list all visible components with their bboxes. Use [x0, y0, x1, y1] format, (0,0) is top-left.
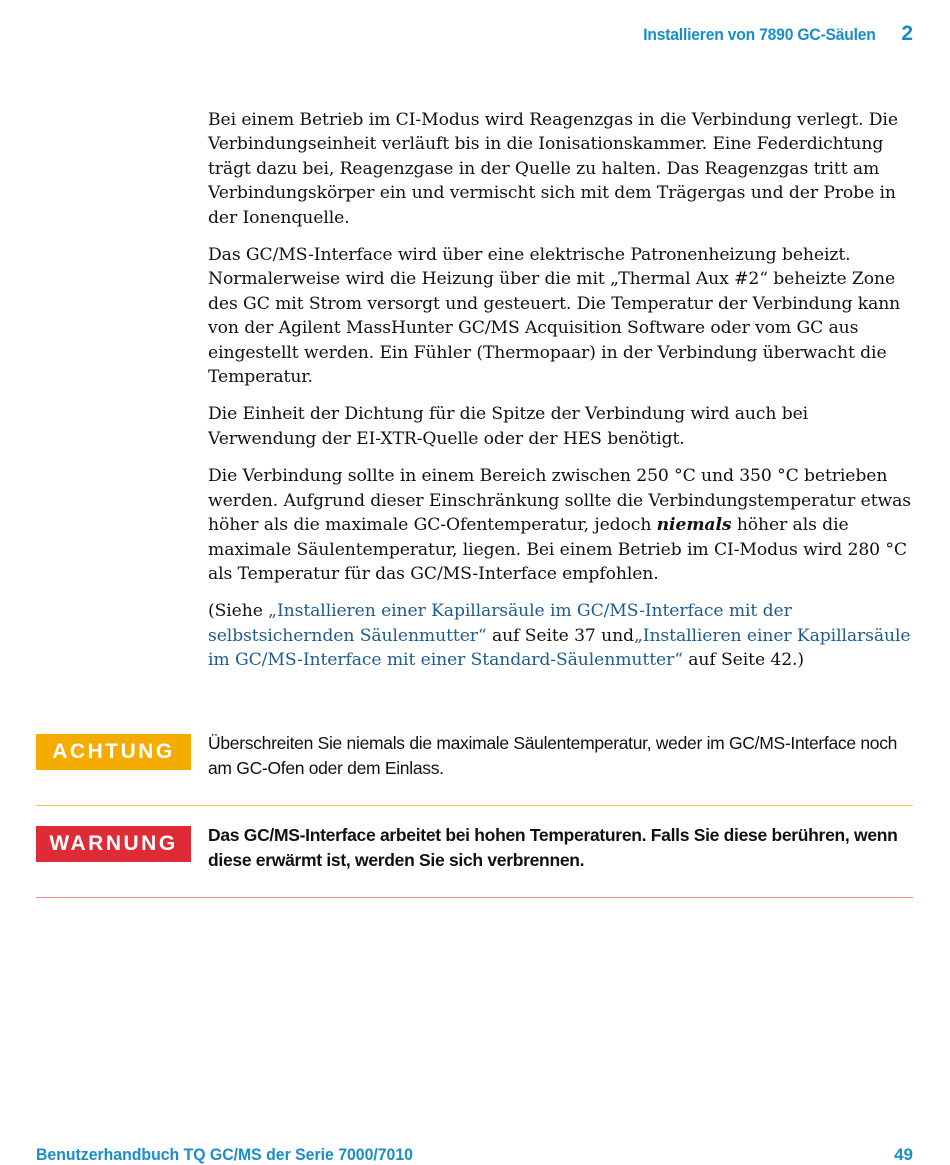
warning-notice [36, 823, 913, 898]
link-standard-nut[interactable]: „Installieren einer Kapillarsäule im GC/MS-Interface mit einer Standard-Säulenmutter“ [208, 625, 911, 671]
chapter-number: 2 [901, 22, 913, 45]
reference-middle: auf Seite 37 und [486, 625, 634, 646]
reference-close: auf Seite 42.) [682, 650, 805, 671]
temperature-text-start: Die Verbindung sollte in einem Bereich zwischen 250 °C und 350 °C betrieben werden. Aufgrund dieser Einschränkung sollte die Verbindungstemperatur etwas höher als die maximale GC-Ofentemperatur, jedoch [208, 466, 911, 536]
caution-text: Überschreiten Sie niemals die maximale Säulentemperatur, weder im GC/MS-Interface noch am GC-Ofen oder dem Einlass. [208, 733, 898, 778]
paragraph-cross-reference [208, 599, 914, 672]
body-text [208, 108, 914, 686]
manual-title: Benutzerhandbuch TQ GC/MS der Serie 7000/7010 [36, 1145, 413, 1164]
paragraph-temperature [208, 464, 914, 586]
reference-open: (Siehe [208, 601, 269, 622]
warning-text: Das GC/MS-Interface arbeitet bei hohen Temperaturen. Falls Sie diese berühren, wenn diese erwärmt ist, werden Sie sich verbrennen. [208, 825, 898, 870]
chapter-title: Installieren von 7890 GC-Säulen [642, 25, 876, 44]
link-self-tightening-nut[interactable]: „Installieren einer Kapillarsäule im GC/MS-Interface mit der selbstsichernden Säulenmutter“ [208, 601, 792, 646]
page-number: 49 [894, 1145, 913, 1164]
page-header [623, 22, 913, 46]
page-footer [36, 1145, 913, 1165]
caution-notice [36, 730, 913, 806]
warning-label: WARNUNG [36, 826, 191, 862]
paragraph-seal: Die Einheit der Dichtung für die Spitze der Verbindung wird auch bei Verwendung der EI-XTR-Quelle oder der HES benötigt. [208, 404, 809, 449]
caution-label: ACHTUNG [36, 734, 191, 770]
temperature-text-end: höher als die maximale Säulentemperatur, liegen. Bei einem Betrieb im CI-Modus wird 280 °C als Temperatur für das GC/MS-Interface empfohlen. [208, 515, 907, 584]
paragraph-ci-mode: Bei einem Betrieb im CI-Modus wird Reagenzgas in die Verbindung verlegt. Die Verbindungseinheit verläuft bis in die Ionisationskammer. Eine Federdichtung trägt dazu bei, Reagenzgase in der Quelle zu halten. Das Reagenzgas tritt am Verbindungskörper ein und vermischt sich mit dem Trägergas und der Probe in der Ionenquelle. [208, 110, 898, 228]
paragraph-heater: Das GC/MS-Interface wird über eine elektrische Patronenheizung beheizt. Normalerweise wird die Heizung über die mit „Thermal Aux #2“ beheizte Zone des GC mit Strom versorgt und gesteuert. Die Temperatur der Verbindung kann von der Agilent MassHunter GC/MS Acquisition Software oder vom GC aus eingestellt werden. Ein Fühler (Thermopaar) in der Verbindung überwacht die Temperatur. [208, 245, 901, 388]
emphasis-never: niemals [656, 515, 732, 536]
